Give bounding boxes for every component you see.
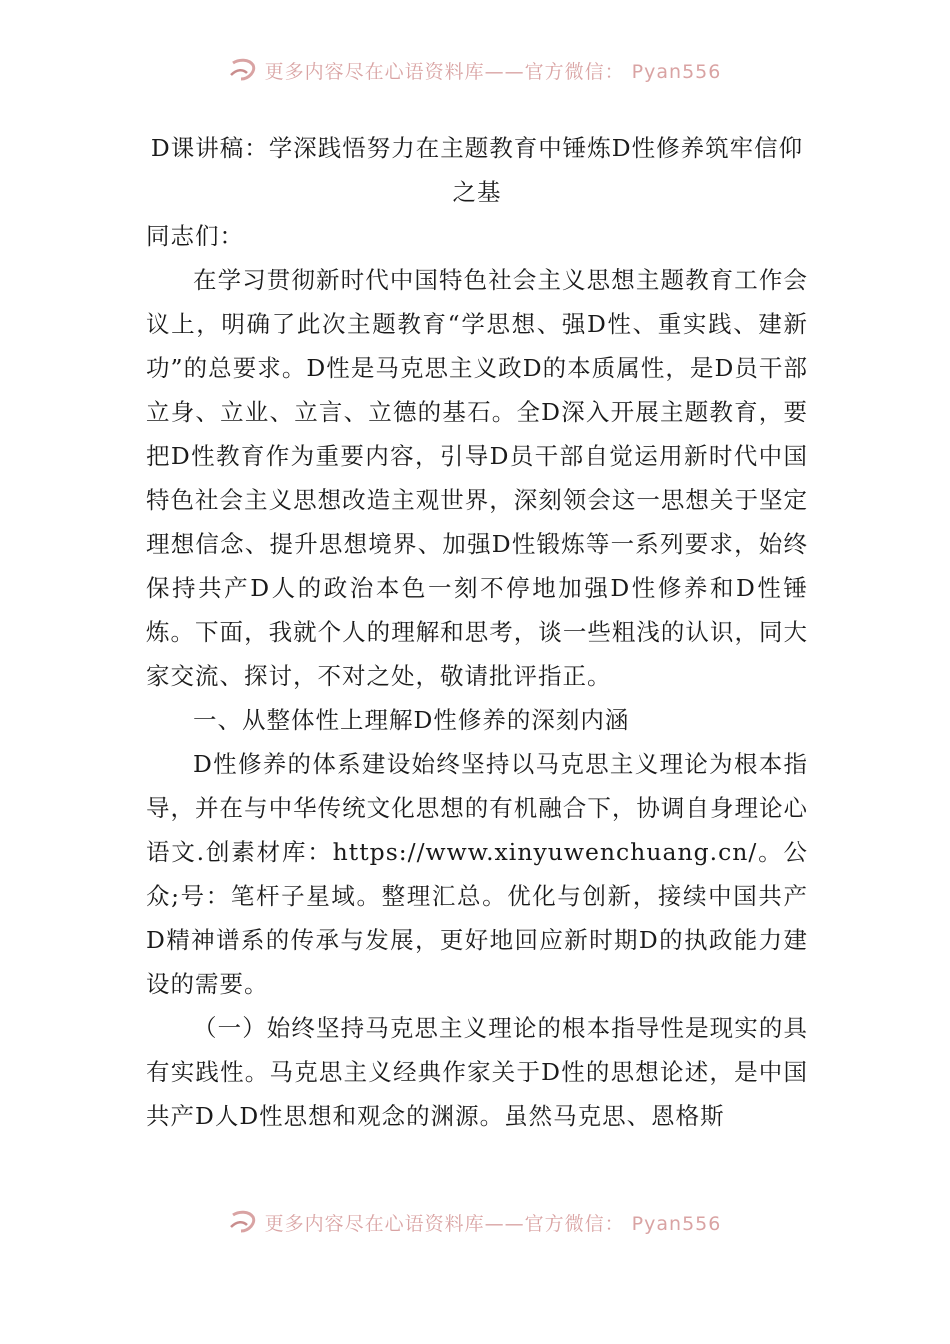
watermark-header: [0, 50, 950, 90]
watermark-text: 更多内容尽在心语资料库——官方微信： Pyan556: [264, 1212, 722, 1235]
watermark-logo-icon: [229, 57, 257, 83]
document-title: D课讲稿：学深践悟努力在主题教育中锤炼D性修养筑牢信仰之基: [150, 134, 804, 206]
watermark-text: 更多内容尽在心语资料库——官方微信： Pyan556: [264, 60, 722, 83]
document-body: [146, 214, 808, 1138]
salutation: 同志们：: [146, 222, 244, 250]
paragraph-subsection-1: （一）始终坚持马克思主义理论的根本指导性是现实的具有实践性。马克思主义经典作家关于D性的思想论述，是中国共产D人D性思想和观念的渊源。虽然马克思、恩格斯: [146, 1014, 808, 1130]
paragraph-intro: 在学习贯彻新时代中国特色社会主义思想主题教育工作会议上，明确了此次主题教育“学思想、强D性、重实践、建新功”的总要求。D性是马克思主义政D的本质属性，是D员干部立身、立业、立言、立德的基石。全D深入开展主题教育，要把D性教育作为重要内容，引导D员干部自觉运用新时代中国特色社会主义思想改造主观世界，深刻领会这一思想关于坚定理想信念、提升思想境界、加强D性锻炼等一系列要求，始终保持共产D人的政治本色一刻不停地加强D性修养和D性锤炼。下面，我就个人的理解和思考，谈一些粗浅的认识，同大家交流、探讨，不对之处，敬请批评指正。: [146, 266, 808, 690]
paragraph-section-1: D性修养的体系建设始终坚持以马克思主义理论为根本指导，并在与中华传统文化思想的有机融合下，协调自身理论心语文.创素材库：https://www.xinyuwenchuang.cn/。公众;号：笔杆子星域。整理汇总。优化与创新，接续中国共产D精神谱系的传承与发展，更好地回应新时期D的执政能力建设的需要。: [146, 750, 808, 998]
section-heading-1: 一、从整体性上理解D性修养的深刻内涵: [193, 706, 630, 734]
watermark-logo-icon: [229, 1209, 257, 1235]
watermark-footer: [0, 1202, 950, 1242]
